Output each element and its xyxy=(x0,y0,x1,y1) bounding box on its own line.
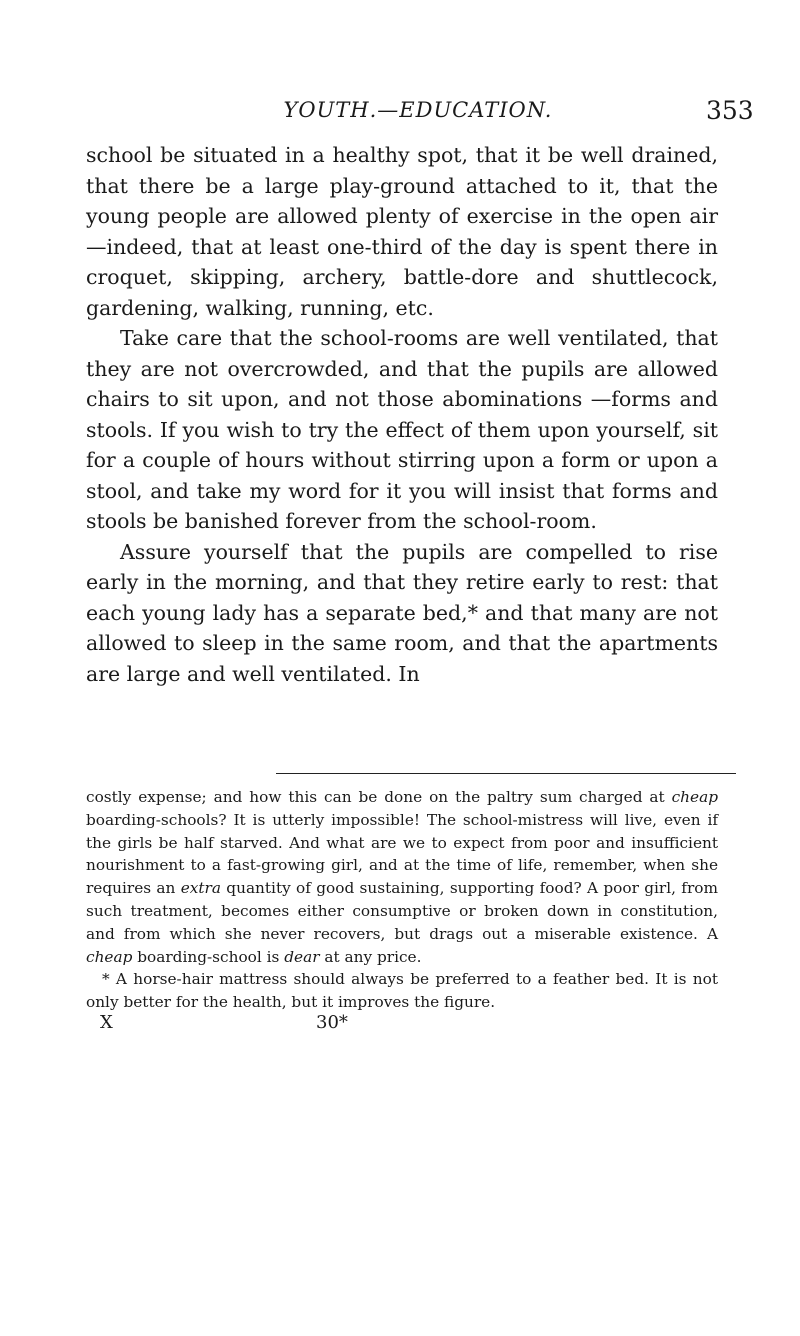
footnote-text: boarding-schools? It is utterly impossible! The school-mistress will live, even if the girls be half starved. And what are we to expect from poor and insufficient nourishment to a fast-growing girl, and at the time of life, remember, when she requires an xyxy=(86,810,718,898)
footnote-italic: extra xyxy=(180,879,221,898)
footnote-text: quantity of good sustaining, supporting food? A poor girl, from such treatment, becomes either consumptive or broken down in constitution, and from which she never recovers, but drags out a miserable existence. A xyxy=(86,879,718,943)
footnote-continued xyxy=(86,786,718,968)
main-text xyxy=(86,140,718,689)
paragraph-2: Take care that the school-rooms are well ventilated, that they are not overcrowded, and that the pupils are allowed chairs to sit upon, and not those abominations —forms and stools. If you wish to try the effect of them upon yourself, sit for a couple of hours without stirring upon a form or upon a stool, and take my word for it you will insist that forms and stools be banished forever from the school-room. xyxy=(86,326,718,533)
footnote-italic: dear xyxy=(284,947,320,966)
paragraph-1: school be situated in a healthy spot, that it be well drained, that there be a large play-ground attached to it, that the young people are allowed plenty of exercise in the open air—indeed, that at least one-third of the day is spent there in croquet, skipping, archery, battle-dore and shuttlecock, gardening, walking, running, etc. xyxy=(86,143,718,320)
footnote-asterisk: * A horse-hair mattress should always be preferred to a feather bed. It is not only better for the health, but it improves the figure. xyxy=(86,970,718,1012)
footnote-rule xyxy=(276,773,736,774)
page-number: 353 xyxy=(706,96,754,125)
signature-mark: 30* xyxy=(316,1012,348,1033)
footnote-text: costly expense; and how this can be done on the paltry sum charged at xyxy=(86,788,672,806)
footnote-text: boarding-school is xyxy=(132,947,285,966)
footnote-text: at any price. xyxy=(319,947,422,966)
running-title: YOUTH.—EDUCATION. xyxy=(283,98,553,122)
footnotes xyxy=(86,786,718,1014)
signature-mark: X xyxy=(100,1012,113,1033)
paragraph-3: Assure yourself that the pupils are compelled to rise early in the morning, and that they retire early to rest: that each young lady has a separate bed,* and that many are not allowed to sleep in the same room, and that the apartments are large and well ventilated. In xyxy=(86,539,718,686)
footnote-italic: cheap xyxy=(86,947,133,966)
footnote-italic: cheap xyxy=(671,788,718,806)
